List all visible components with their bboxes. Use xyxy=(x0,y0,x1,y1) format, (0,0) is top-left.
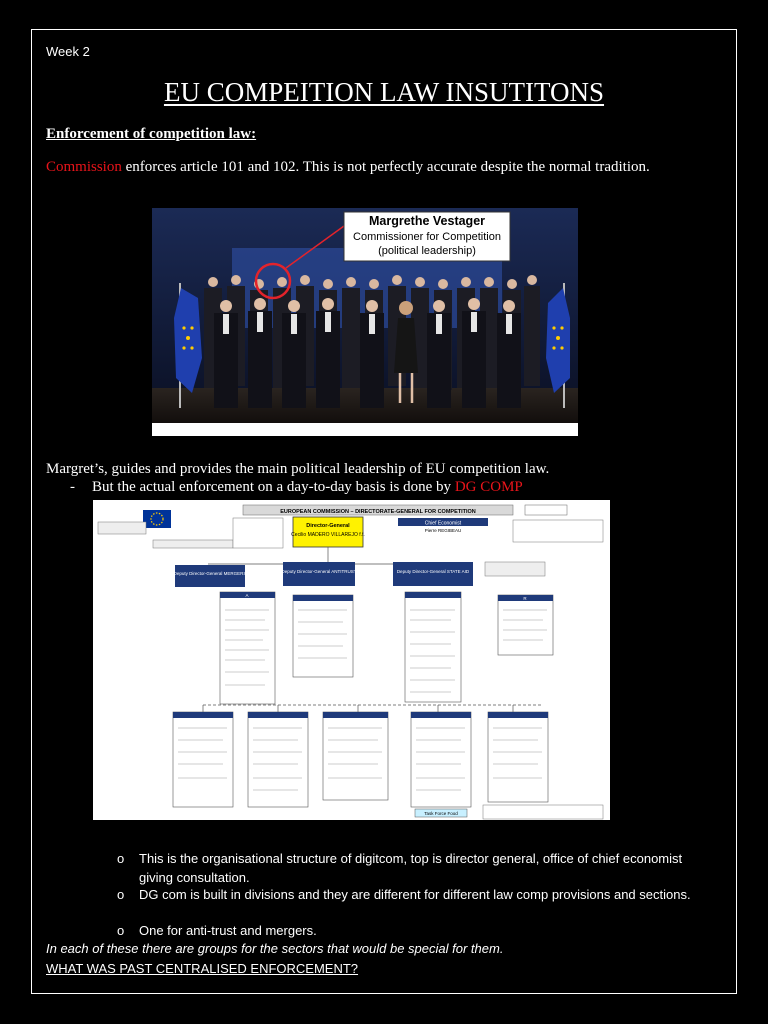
dg-comp-org-chart xyxy=(93,500,610,820)
paragraph-dg-comp xyxy=(92,479,523,496)
dg-comp-text: But the actual enforcement on a day-to-day basis is done by xyxy=(92,479,455,495)
lower-directorates xyxy=(173,712,548,807)
page-title: EU COMPEITION LAW INSUTITONS xyxy=(163,77,605,107)
list-item: One for anti-trust and mergers. xyxy=(139,923,317,938)
commission-group-photo xyxy=(152,208,578,436)
deputy-antitrust-box xyxy=(283,562,355,586)
dg-title: Director-General xyxy=(306,523,350,529)
commission-word: Commission xyxy=(46,159,122,175)
chief-economist-name: Pierre REGIBEAU xyxy=(424,528,462,533)
list-marker: o xyxy=(117,923,125,938)
dg-comp-red: DG COMP xyxy=(454,479,523,495)
dash-marker: - xyxy=(70,479,75,495)
week-label: Week 2 xyxy=(46,44,90,59)
deputy-state-aid: Deputy Director-General STATE AID xyxy=(396,569,470,574)
paragraph-leadership: Margret’s, guides and provides the main political leadership of EU competition law. xyxy=(46,461,550,477)
deputy-mergers-box xyxy=(175,565,245,587)
deputy-state-aid-box xyxy=(393,562,473,586)
eu-logo xyxy=(143,510,171,528)
list-marker: o xyxy=(117,851,125,866)
chief-economist-label: Chief Economist xyxy=(424,520,462,527)
list-item: This is the organisational structure of digitcom, top is director general, office of chief economist giving consultation. xyxy=(139,851,683,885)
closing-italic: In each of these there are groups for the sectors that would be special for them. xyxy=(46,941,504,956)
section-heading: Enforcement of competition law: xyxy=(46,126,257,142)
dg-name: Cecilio MADERO VILLAREJO f.f. xyxy=(291,532,365,538)
dir-a-letter: A xyxy=(245,593,249,598)
paragraph-commission xyxy=(46,159,650,176)
deputy-antitrust: Deputy Director-General ANTITRUST xyxy=(281,569,357,574)
dir-r-letter: R xyxy=(523,596,527,601)
list-item: DG com is built in divisions and they are different for different law comp provisions and sections. xyxy=(139,887,691,902)
paragraph-commission-rest: enforces article 101 and 102. This is not perfectly accurate despite the normal tradition. xyxy=(121,159,650,175)
callout-line1: Commissioner for Competition xyxy=(353,231,501,243)
task-force-label: Task Force Food xyxy=(424,811,458,816)
org-title: EUROPEAN COMMISSION – DIRECTORATE-GENERAL FOR COMPETITION xyxy=(280,509,476,515)
closing-question: WHAT WAS PAST CENTRALISED ENFORCEMENT? xyxy=(46,961,359,976)
list-marker: o xyxy=(117,887,125,902)
callout-name: Margrethe Vestager xyxy=(368,214,486,228)
deputy-mergers: Deputy Director-General MERGERS xyxy=(173,571,247,576)
callout-line2: (political leadership) xyxy=(378,245,476,257)
